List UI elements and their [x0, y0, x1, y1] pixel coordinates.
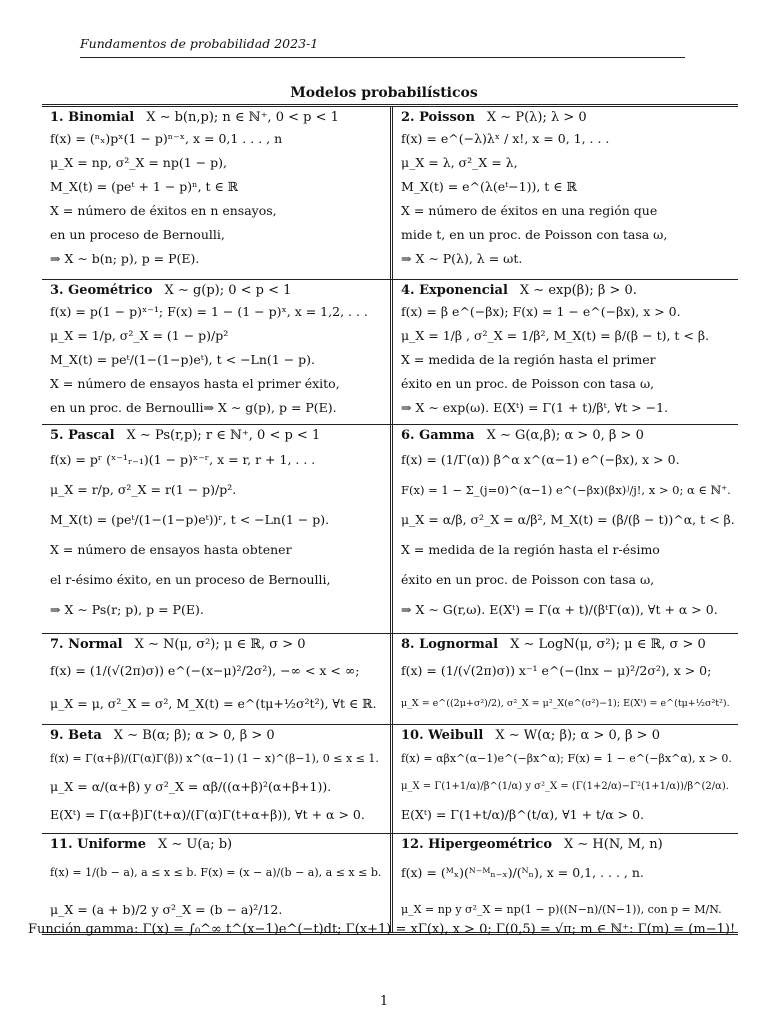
table-row — [42, 107, 738, 280]
model-heading — [401, 727, 732, 745]
formula-line: F(x) = 1 − Σ_(j=0)^(α−1) e^(−βx)(βx)ʲ/j!, x > 0; α ∈ ℕ⁺. — [401, 483, 731, 497]
formula-line: μ_X = r/p, σ²_X = r(1 − p)/p². — [50, 482, 237, 497]
model-heading — [50, 427, 384, 445]
table-row — [42, 725, 738, 834]
formula-line: ⇒ X ∼ b(n; p), p = P(E). — [50, 251, 200, 266]
formula-line: f(x) = p(1 − p)ˣ⁻¹; F(x) = 1 − (1 − p)ˣ, x = 1,2, . . . — [50, 304, 368, 319]
model-cell — [42, 634, 390, 724]
formula-line: f(x) = (ᴹₓ)(ᴺ⁻ᴹₙ₋ₓ)/(ᴺₙ), x = 0,1, . . . , n. — [401, 865, 644, 880]
model-cell — [42, 280, 390, 424]
formula-line: f(x) = β e^(−βx); F(x) = 1 − e^(−βx), x > 0. — [401, 304, 681, 319]
formula-line: μ_X = μ, σ²_X = σ², M_X(t) = e^(tμ+½σ²t²), ∀t ∈ ℝ. — [50, 696, 377, 711]
formula-line: μ_X = λ, σ²_X = λ, — [401, 155, 518, 170]
formula-line: f(x) = (ⁿₓ)pˣ(1 − p)ⁿ⁻ˣ, x = 0,1 . . . , n — [50, 131, 283, 146]
model-name: 3. Geométrico — [50, 283, 153, 298]
model-cell — [390, 725, 738, 833]
gamma-function-footer: Función gamma: Γ(x) = ∫₀^∞ t^(x−1)e^(−t)dt; Γ(x+1) = xΓ(x), x > 0; Γ(0,5) = √π; m ∈ ℕ⁺: Γ(m) = (m−1)! — [28, 922, 736, 937]
model-cell — [390, 634, 738, 724]
model-heading — [401, 836, 732, 854]
formula-line: ⇒ X ∼ Ps(r; p), p = P(E). — [50, 602, 204, 617]
model-notation: X ∼ U(a; b) — [158, 837, 233, 852]
model-name: 1. Binomial — [50, 110, 135, 125]
table-row — [42, 634, 738, 725]
formula-line: en un proceso de Bernoulli, — [50, 227, 225, 242]
model-heading — [50, 636, 384, 654]
formula-line: M_X(t) = peᵗ/(1−(1−p)eᵗ), t < −Ln(1 − p). — [50, 352, 315, 367]
formula-line: f(x) = (1/(√(2π)σ)) e^(−(x−μ)²/2σ²), −∞ < x < ∞; — [50, 663, 360, 678]
model-heading — [401, 636, 732, 654]
formula-line: f(x) = 1/(b − a), a ≤ x ≤ b. F(x) = (x − a)/(b − a), a ≤ x ≤ b. — [50, 866, 382, 879]
formula-line: X = número de ensayos hasta el primer éxito, — [50, 376, 340, 391]
model-notation: X ∼ H(N, M, n) — [564, 837, 663, 852]
model-cell — [390, 280, 738, 424]
model-heading — [50, 109, 384, 127]
model-name: 4. Exponencial — [401, 283, 508, 298]
model-cell — [42, 425, 390, 633]
model-notation: X ∼ W(α; β); α > 0, β > 0 — [495, 728, 660, 743]
formula-line: E(Xᵗ) = Γ(1+t/α)/β^(t/α), ∀1 + t/α > 0. — [401, 807, 645, 822]
formula-line: E(Xᵗ) = Γ(α+β)Γ(t+α)/(Γ(α)Γ(t+α+β)), ∀t + α > 0. — [50, 807, 365, 822]
model-notation: X ∼ N(μ, σ²); μ ∈ ℝ, σ > 0 — [134, 637, 306, 652]
models-table — [42, 104, 738, 935]
table-row — [42, 425, 738, 634]
model-heading — [401, 109, 732, 127]
model-name: 8. Lognormal — [401, 637, 499, 652]
formula-line: mide t, en un proc. de Poisson con tasa ω, — [401, 227, 668, 242]
formula-line: ⇒ X ∼ G(r,ω). E(Xᵗ) = Γ(α + t)/(βᵗΓ(α)), ∀t + α > 0. — [401, 602, 718, 617]
formula-line: f(x) = (1/Γ(α)) β^α x^(α−1) e^(−βx), x > 0. — [401, 452, 680, 467]
model-cell — [390, 425, 738, 633]
model-cell — [42, 834, 390, 932]
table-row — [42, 280, 738, 425]
formula-line: μ_X = α/(α+β) y σ²_X = αβ/((α+β)²(α+β+1)). — [50, 779, 332, 794]
model-name: 6. Gamma — [401, 428, 475, 443]
formula-line: μ_X = α/β, σ²_X = α/β², M_X(t) = (β/(β − t))^α, t < β. — [401, 512, 735, 527]
formula-line: μ_X = np, σ²_X = np(1 − p), — [50, 155, 227, 170]
formula-line: f(x) = Γ(α+β)/(Γ(α)Γ(β)) x^(α−1) (1 − x)^(β−1), 0 ≤ x ≤ 1. — [50, 752, 379, 765]
document-header: Fundamentos de probabilidad 2023-1 — [80, 36, 685, 58]
model-notation: X ∼ g(p); 0 < p < 1 — [164, 283, 292, 298]
model-cell — [42, 725, 390, 833]
page-number: 1 — [379, 994, 389, 1009]
page-title: Modelos probabilísticos — [290, 85, 478, 101]
formula-line: μ_X = (a + b)/2 y σ²_X = (b − a)²/12. — [50, 902, 283, 917]
model-notation: X ∼ LogN(μ, σ²); μ ∈ ℝ, σ > 0 — [510, 637, 706, 652]
formula-line: f(x) = e^(−λ)λˣ / x!, x = 0, 1, . . . — [401, 131, 610, 146]
model-cell — [42, 107, 390, 279]
formula-line: X = medida de la región hasta el r-ésimo — [401, 542, 660, 557]
formula-line: μ_X = 1/p, σ²_X = (1 − p)/p² — [50, 328, 229, 343]
formula-line: X = medida de la región hasta el primer — [401, 352, 656, 367]
formula-line: f(x) = (1/(√(2π)σ)) x⁻¹ e^(−(lnx − μ)²/2σ²), x > 0; — [401, 663, 712, 678]
model-heading — [50, 727, 384, 745]
model-notation: X ∼ P(λ); λ > 0 — [486, 110, 587, 125]
formula-line: μ_X = 1/β , σ²_X = 1/β², M_X(t) = β/(β − t), t < β. — [401, 328, 710, 343]
model-name: 7. Normal — [50, 637, 123, 652]
model-cell — [390, 834, 738, 932]
formula-line: X = número de ensayos hasta obtener — [50, 542, 292, 557]
formula-line: μ_X = e^((2μ+σ²)/2), σ²_X = μ²_X(e^(σ²)−1); E(Xᵗ) = e^(tμ+½σ²t²). — [401, 698, 730, 709]
model-name: 11. Uniforme — [50, 837, 147, 852]
formula-line: μ_X = Γ(1+1/α)/β^(1/α) y σ²_X = (Γ(1+2/α)−Γ²(1+1/α))/β^(2/α). — [401, 781, 729, 792]
model-name: 5. Pascal — [50, 428, 115, 443]
model-notation: X ∼ Ps(r,p); r ∈ ℕ⁺, 0 < p < 1 — [126, 428, 321, 443]
model-name: 10. Weibull — [401, 728, 484, 743]
formula-line: éxito en un proc. de Poisson con tasa ω, — [401, 376, 655, 391]
model-notation: X ∼ B(α; β); α > 0, β > 0 — [113, 728, 275, 743]
table-row — [42, 834, 738, 932]
model-heading — [50, 282, 384, 300]
formula-line: en un proc. de Bernoulli⇒ X ∼ g(p), p = P(E). — [50, 400, 337, 415]
model-notation: X ∼ exp(β); β > 0. — [519, 283, 637, 298]
model-name: 12. Hipergeométrico — [401, 837, 553, 852]
model-name: 2. Poisson — [401, 110, 475, 125]
model-heading — [401, 282, 732, 300]
formula-line: f(x) = pʳ (ˣ⁻¹ᵣ₋₁)(1 − p)ˣ⁻ʳ, x = r, r + 1, . . . — [50, 452, 316, 467]
model-heading — [50, 836, 384, 854]
model-name: 9. Beta — [50, 728, 102, 743]
formula-line: f(x) = αβx^(α−1)e^(−βx^α); F(x) = 1 − e^(−βx^α), x > 0. — [401, 752, 732, 765]
formula-line: ⇒ X ∼ exp(ω). E(Xᵗ) = Γ(1 + t)/βᵗ, ∀t > −1. — [401, 400, 669, 415]
model-notation: X ∼ b(n,p); n ∈ ℕ⁺, 0 < p < 1 — [146, 110, 339, 125]
formula-line: X = número de éxitos en una región que — [401, 203, 658, 218]
model-cell — [390, 107, 738, 279]
formula-line: M_X(t) = (peᵗ/(1−(1−p)eᵗ))ʳ, t < −Ln(1 − p). — [50, 512, 330, 527]
formula-line: M_X(t) = (peᵗ + 1 − p)ⁿ, t ∈ ℝ — [50, 179, 239, 194]
formula-line: μ_X = np y σ²_X = np(1 − p)((N−n)/(N−1)), con p = M/N. — [401, 903, 722, 916]
formula-line: el r-ésimo éxito, en un proceso de Bernoulli, — [50, 572, 331, 587]
model-heading — [401, 427, 732, 445]
model-notation: X ∼ G(α,β); α > 0, β > 0 — [486, 428, 644, 443]
formula-line: éxito en un proc. de Poisson con tasa ω, — [401, 572, 655, 587]
formula-line: M_X(t) = e^(λ(eᵗ−1)), t ∈ ℝ — [401, 179, 577, 194]
formula-line: X = número de éxitos en n ensayos, — [50, 203, 277, 218]
formula-line: ⇒ X ∼ P(λ), λ = ωt. — [401, 251, 523, 266]
